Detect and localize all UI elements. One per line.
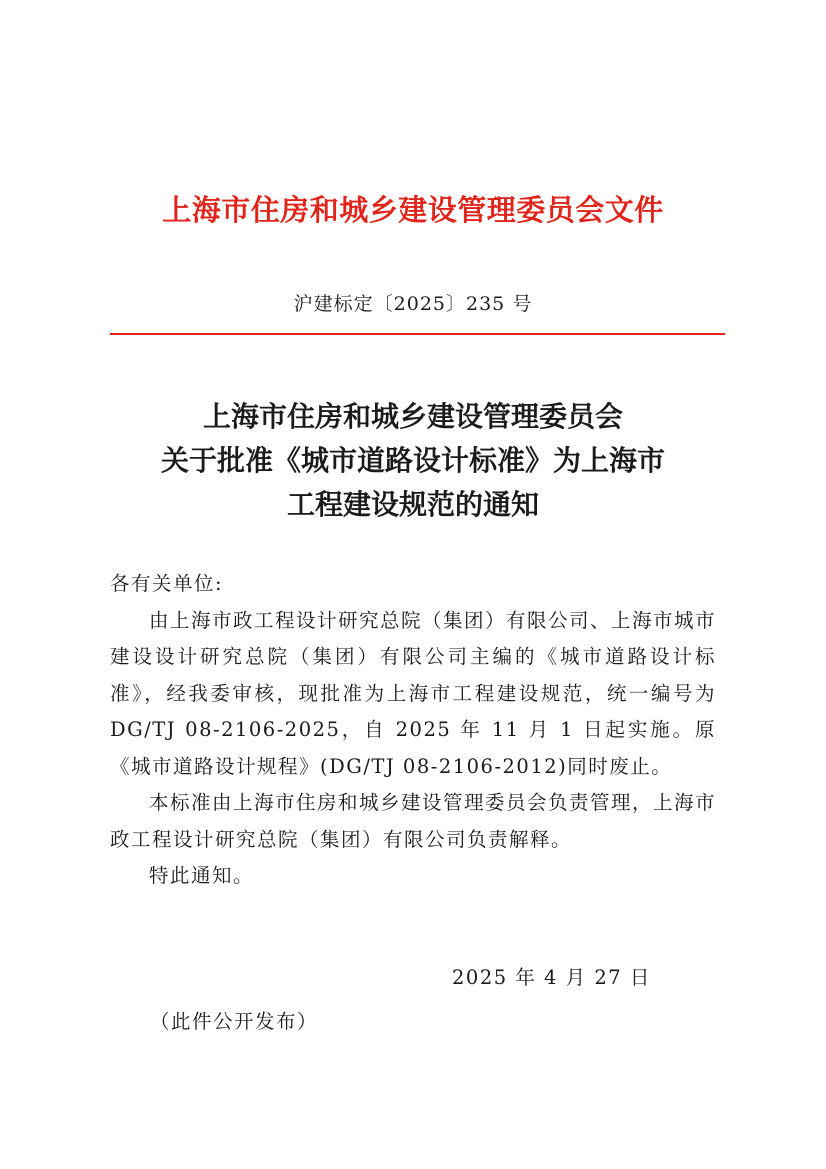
title-line-1: 上海市住房和城乡建设管理委员会 — [202, 400, 623, 433]
publication-note: （此件公开发布） — [150, 1010, 319, 1033]
body-paragraph-management: 本标准由上海市住房和城乡建设管理委员会负责管理，上海市政工程设计研究总院（集团）有限公司负责解释。 — [110, 791, 717, 851]
title-line-3: 工程建设规范的通知 — [286, 488, 539, 521]
red-separator-line — [110, 333, 725, 335]
body-paragraph-approval: 由上海市政工程设计研究总院（集团）有限公司、上海市城市建设设计研究总院（集团）有限公司主编的《城市道路设计标准》，经我委审核，现批准为上海市工程建设规范，统一编号为 DG/TJ 08-2106-2025，自 2025 年 11 月 1 日起实施。原《城市道路设计规程》(DG/TJ 08-2106-2012)同时废止。 — [110, 608, 717, 778]
document-title — [0, 395, 826, 527]
issuing-authority-header: 上海市住房和城乡建设管理委员会文件 — [162, 193, 664, 227]
salutation: 各有关单位: — [110, 572, 224, 595]
document-body — [110, 566, 716, 895]
issue-date: 2025 年 4 月 27 日 — [452, 966, 651, 989]
body-paragraph-closing: 特此通知。 — [149, 864, 255, 887]
document-number: 沪建标定〔2025〕235 号 — [293, 293, 533, 315]
title-line-2: 关于批准《城市道路设计标准》为上海市 — [160, 444, 665, 477]
